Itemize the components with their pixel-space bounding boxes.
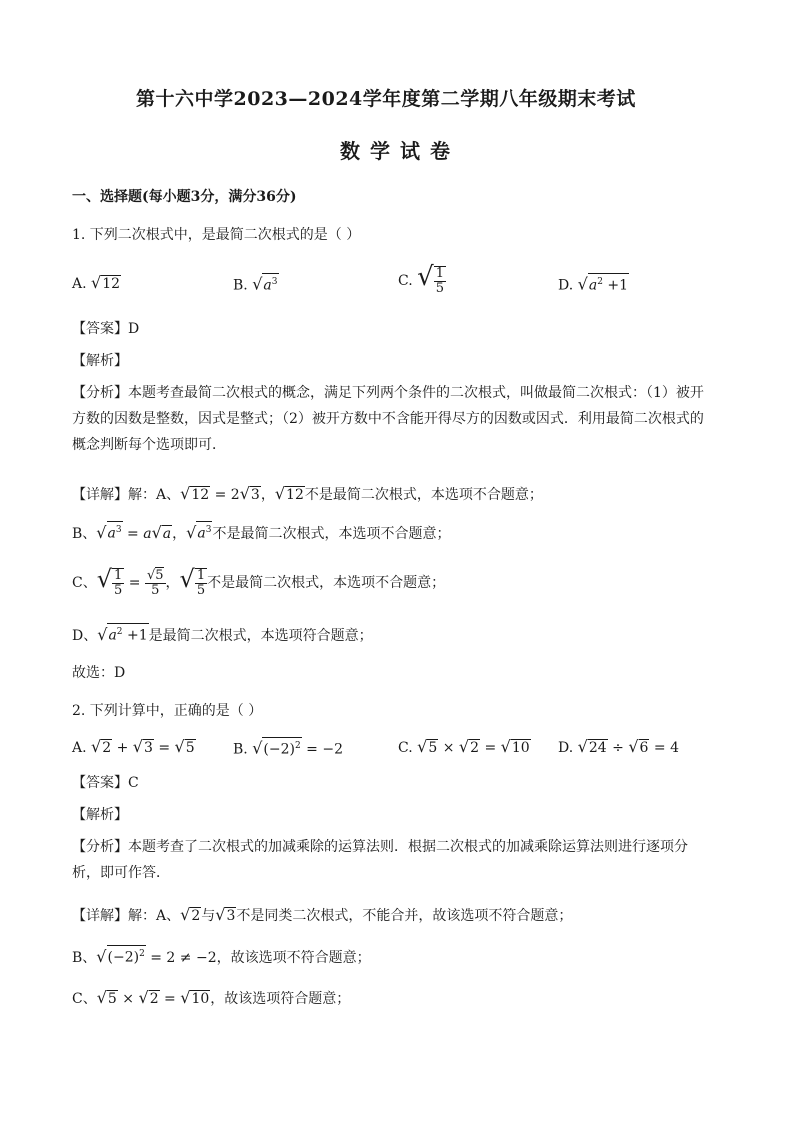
q1-detail-a: 【详解】解：A、√12 = 2√3，√12不是最简二次根式，本选项不合题意； — [72, 484, 543, 503]
page-title: 第十六中学2023—2024学年度第二学期八年级期末考试 — [136, 88, 636, 110]
q1-option-c — [398, 262, 446, 296]
radical-icon: √ — [417, 262, 434, 292]
q2-analysis: 【分析】本题考查了二次根式的加减乘除的运算法则．根据二次根式的加减乘除运算法则进行逐项分析，即可作答． — [72, 839, 688, 881]
q1-choice: 故选：D — [72, 665, 126, 681]
q2-option-d: D. √24 ÷ √6 = 4 — [558, 737, 679, 756]
q2-detail-a: 【详解】解：A、√2与√3不是同类二次根式，不能合并，故该选项不符合题意； — [72, 905, 573, 924]
q1-option-d — [558, 273, 629, 294]
q1-answer: 【答案】D — [72, 321, 140, 337]
q2-option-b: B. $√(-2)^2 = -2$ — [233, 738, 343, 758]
q1-analysis-label: 【解析】 — [72, 353, 128, 369]
q1-detail-d: D、$√a^2 +1$是最简二次根式，本选项符合题意； — [72, 625, 373, 644]
q2-option-a: A. √2 + √3 = √5 — [72, 737, 195, 756]
radicand: $a^2 +1$ — [588, 273, 629, 294]
radical-icon: √ — [252, 274, 263, 294]
q1-analysis: 【分析】本题考查最简二次根式的概念，满足下列两个条件的二次根式，叫做最简二次根式：（1）被开方数的因数是整数，因式是整式；（2）被开方数中不含能开得尽方的因数或因式．利用最简二次根式的概念判断每个选项即可． — [72, 385, 704, 453]
q1-option-a — [72, 273, 121, 292]
q2-detail-b: B、$√(-2)^2 = 2 \ne -2$，故该选项不符合题意； — [72, 947, 371, 966]
fraction: $\frac{1}{5}$ — [435, 266, 444, 296]
q1-detail-c: C、√ $\frac{1}{5}$ = $\frac{√5}{5}$ ，√ $\frac{1}{5}$ 不是最简二次根式，本选项不合题意； — [72, 565, 446, 598]
option-label: B. — [233, 277, 248, 294]
radicand: $a^3$ — [262, 273, 278, 294]
q1-detail-b: B、$√a^3 = a√a$，$√a^3$不是最简二次根式，本选项不合题意； — [72, 523, 451, 542]
option-label: A. — [72, 276, 87, 292]
q2-answer: 【答案】C — [72, 775, 139, 791]
radical-icon: √ — [577, 274, 588, 294]
radical-icon: √ — [91, 273, 102, 292]
option-label: D. — [558, 277, 574, 294]
q2-analysis-label: 【解析】 — [72, 807, 128, 823]
page-subtitle: 数学试卷 — [340, 139, 460, 163]
q1-stem: 1. 下列二次根式中，是最简二次根式的是（ ） — [72, 227, 361, 243]
q2-stem: 2. 下列计算中，正确的是（ ） — [72, 703, 263, 719]
q1-option-b — [233, 273, 279, 294]
q2-option-c: C. √5 × √2 = √10 — [398, 737, 530, 756]
radicand: 12 — [102, 276, 121, 292]
option-label: C. — [398, 273, 413, 289]
q2-detail-c: C、√5 × √2 = √10，故该选项符合题意； — [72, 988, 351, 1007]
section-heading: 一、选择题(每小题3分，满分36分) — [72, 189, 297, 205]
